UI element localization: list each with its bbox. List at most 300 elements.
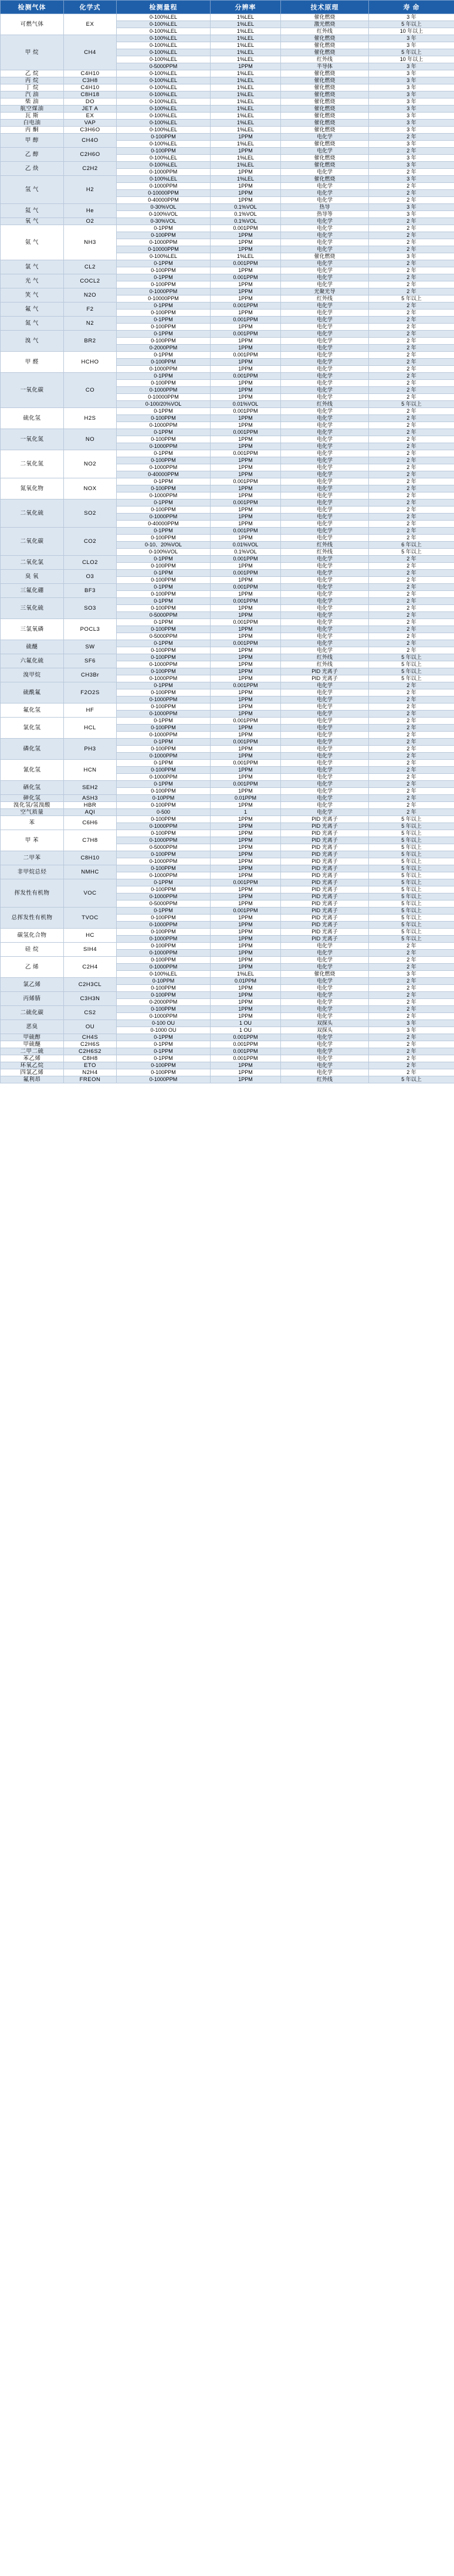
cell-formula: VOC bbox=[64, 879, 117, 908]
cell-formula: SO3 bbox=[64, 598, 117, 619]
cell-resolution: 1PPM bbox=[211, 922, 281, 929]
cell-resolution: 1PPM bbox=[211, 957, 281, 964]
cell-gas-name: 柴 油 bbox=[1, 98, 64, 106]
cell-range: 0-100PPM bbox=[117, 668, 211, 675]
cell-gas-name: 丙 酮 bbox=[1, 127, 64, 134]
cell-range: 0-1PPM bbox=[117, 429, 211, 436]
cell-formula: OU bbox=[64, 1020, 117, 1034]
cell-technology: 电化学 bbox=[281, 753, 369, 760]
cell-resolution: 0.001PPM bbox=[211, 556, 281, 563]
cell-resolution: 1%LEL bbox=[211, 91, 281, 98]
cell-lifetime: 3 年 bbox=[369, 106, 454, 113]
cell-resolution: 1PPM bbox=[211, 535, 281, 542]
cell-resolution: 1PPM bbox=[211, 647, 281, 654]
cell-range: 0-1PPM bbox=[117, 331, 211, 338]
cell-resolution: 1PPM bbox=[211, 872, 281, 879]
cell-range: 0-1000PPM bbox=[117, 675, 211, 682]
table-row bbox=[1, 570, 454, 577]
table-row bbox=[1, 1076, 454, 1083]
cell-lifetime: 2 年 bbox=[369, 591, 454, 598]
cell-formula: HCL bbox=[64, 718, 117, 739]
cell-technology: PID 光离子 bbox=[281, 675, 369, 682]
cell-technology: 催化燃烧 bbox=[281, 98, 369, 106]
cell-formula: SW bbox=[64, 640, 117, 654]
cell-range: 0-1PPM bbox=[117, 1055, 211, 1062]
table-row bbox=[1, 957, 454, 964]
table-row bbox=[1, 288, 454, 295]
cell-formula: PH3 bbox=[64, 739, 117, 760]
cell-resolution: 0.001PPM bbox=[211, 274, 281, 281]
cell-technology: 电化学 bbox=[281, 345, 369, 352]
cell-resolution: 1PPM bbox=[211, 1062, 281, 1069]
cell-technology: 半导体 bbox=[281, 63, 369, 70]
cell-formula: TVOC bbox=[64, 908, 117, 929]
cell-lifetime: 2 年 bbox=[369, 1034, 454, 1041]
cell-gas-name: 氯 气 bbox=[1, 260, 64, 274]
cell-lifetime: 5 年以上 bbox=[369, 844, 454, 851]
cell-resolution: 0.001PPM bbox=[211, 1034, 281, 1041]
table-row bbox=[1, 70, 454, 77]
cell-range: 0-100PPM bbox=[117, 767, 211, 774]
cell-technology: 电化学 bbox=[281, 612, 369, 619]
cell-resolution: 1PPM bbox=[211, 696, 281, 704]
table-row bbox=[1, 113, 454, 120]
cell-technology: 电化学 bbox=[281, 499, 369, 507]
cell-lifetime: 2 年 bbox=[369, 274, 454, 281]
cell-range: 0-1000PPM bbox=[117, 183, 211, 190]
cell-formula: O3 bbox=[64, 570, 117, 584]
cell-technology: 电化学 bbox=[281, 584, 369, 591]
cell-technology: 电化学 bbox=[281, 689, 369, 696]
table-row bbox=[1, 1048, 454, 1055]
cell-technology: 催化燃烧 bbox=[281, 77, 369, 84]
cell-lifetime: 2 年 bbox=[369, 260, 454, 267]
cell-gas-name: 四氯乙烯 bbox=[1, 1069, 64, 1076]
cell-resolution: 1PPM bbox=[211, 633, 281, 640]
cell-range: 0-10PPM bbox=[117, 978, 211, 985]
cell-formula: CLO2 bbox=[64, 556, 117, 570]
cell-lifetime: 5 年以上 bbox=[369, 837, 454, 844]
cell-range: 0-1PPM bbox=[117, 260, 211, 267]
cell-lifetime: 2 年 bbox=[369, 485, 454, 492]
table-row bbox=[1, 943, 454, 950]
cell-resolution: 1PPM bbox=[211, 985, 281, 992]
cell-resolution: 1%LEL bbox=[211, 35, 281, 42]
table-header-row bbox=[1, 1, 454, 14]
cell-range: 0-100PPM bbox=[117, 985, 211, 992]
cell-technology: 电化学 bbox=[281, 1048, 369, 1055]
cell-range: 0-10、20%VOL bbox=[117, 542, 211, 549]
cell-lifetime: 2 年 bbox=[369, 999, 454, 1006]
cell-formula: HF bbox=[64, 704, 117, 718]
cell-technology: 催化燃烧 bbox=[281, 106, 369, 113]
cell-gas-name: 氧 气 bbox=[1, 218, 64, 225]
cell-resolution: 1PPM bbox=[211, 704, 281, 711]
cell-lifetime: 10 年以上 bbox=[369, 28, 454, 35]
cell-resolution: 1PPM bbox=[211, 457, 281, 464]
cell-technology: 电化学 bbox=[281, 492, 369, 499]
cell-range: 0-40000PPM bbox=[117, 521, 211, 528]
cell-resolution: 1PPM bbox=[211, 1013, 281, 1020]
cell-lifetime: 2 年 bbox=[369, 246, 454, 253]
cell-range: 0-100%LEL bbox=[117, 155, 211, 162]
table-row bbox=[1, 408, 454, 415]
cell-resolution: 1PPM bbox=[211, 591, 281, 598]
cell-technology: 电化学 bbox=[281, 591, 369, 598]
cell-gas-name: 砷化氢 bbox=[1, 795, 64, 802]
cell-technology: PID 光离子 bbox=[281, 830, 369, 837]
cell-formula: DO bbox=[64, 98, 117, 106]
cell-gas-name: 乙 烷 bbox=[1, 70, 64, 77]
table-row bbox=[1, 331, 454, 338]
cell-technology: 电化学 bbox=[281, 957, 369, 964]
cell-range: 0-1PPM bbox=[117, 274, 211, 281]
cell-range: 0-100%LEL bbox=[117, 141, 211, 148]
cell-resolution: 0.1%VOL bbox=[211, 204, 281, 211]
cell-resolution: 1PPM bbox=[211, 359, 281, 366]
cell-range: 0-100PPM bbox=[117, 507, 211, 514]
cell-resolution: 0.001PPM bbox=[211, 640, 281, 647]
cell-gas-name: 空气质量 bbox=[1, 809, 64, 816]
cell-gas-name: 乙 烯 bbox=[1, 957, 64, 978]
cell-range: 0-100PPM bbox=[117, 830, 211, 837]
cell-resolution: 1PPM bbox=[211, 246, 281, 253]
cell-technology: 电化学 bbox=[281, 218, 369, 225]
cell-technology: 电化学 bbox=[281, 457, 369, 464]
cell-range: 0-100PPM bbox=[117, 802, 211, 809]
cell-formula: CS2 bbox=[64, 1006, 117, 1020]
cell-range: 0-1PPM bbox=[117, 879, 211, 886]
cell-resolution: 1PPM bbox=[211, 492, 281, 499]
cell-resolution: 1PPM bbox=[211, 1069, 281, 1076]
cell-resolution: 1%LEL bbox=[211, 98, 281, 106]
table-row bbox=[1, 84, 454, 91]
cell-range: 0-1PPM bbox=[117, 718, 211, 725]
cell-formula: C3H3N bbox=[64, 992, 117, 1006]
cell-technology: PID 光离子 bbox=[281, 929, 369, 936]
cell-lifetime: 2 年 bbox=[369, 528, 454, 535]
cell-lifetime: 2 年 bbox=[369, 225, 454, 232]
cell-resolution: 1PPM bbox=[211, 232, 281, 239]
cell-technology: 电化学 bbox=[281, 373, 369, 380]
cell-technology: 电化学 bbox=[281, 352, 369, 359]
cell-technology: 电化学 bbox=[281, 521, 369, 528]
cell-resolution: 1PPM bbox=[211, 992, 281, 999]
cell-resolution: 1PPM bbox=[211, 893, 281, 900]
cell-range: 0-1000PPM bbox=[117, 950, 211, 957]
cell-formula: EX bbox=[64, 14, 117, 35]
cell-lifetime: 2 年 bbox=[369, 197, 454, 204]
cell-technology: 电化学 bbox=[281, 281, 369, 288]
cell-resolution: 1PPM bbox=[211, 626, 281, 633]
cell-technology: 电化学 bbox=[281, 598, 369, 605]
cell-technology: 电化学 bbox=[281, 380, 369, 387]
cell-resolution: 0.001PPM bbox=[211, 682, 281, 689]
cell-technology: 电化学 bbox=[281, 640, 369, 647]
cell-range: 0-100PPM bbox=[117, 654, 211, 661]
cell-technology: PID 光离子 bbox=[281, 837, 369, 844]
table-row bbox=[1, 1069, 454, 1076]
cell-technology: 电化学 bbox=[281, 464, 369, 471]
cell-lifetime: 3 年 bbox=[369, 204, 454, 211]
cell-range: 0-100%LEL bbox=[117, 971, 211, 978]
cell-resolution: 1PPM bbox=[211, 563, 281, 570]
header-resolution: 分辨率 bbox=[211, 1, 281, 14]
cell-lifetime: 2 年 bbox=[369, 436, 454, 443]
cell-gas-name: 二甲二硫 bbox=[1, 1048, 64, 1055]
cell-range: 0-100PPM bbox=[117, 929, 211, 936]
cell-lifetime: 3 年 bbox=[369, 120, 454, 127]
cell-range: 0-1000PPM bbox=[117, 464, 211, 471]
cell-technology: 电化学 bbox=[281, 570, 369, 577]
cell-technology: 电化学 bbox=[281, 985, 369, 992]
cell-resolution: 1PPM bbox=[211, 464, 281, 471]
cell-technology: 电化学 bbox=[281, 408, 369, 415]
cell-lifetime: 2 年 bbox=[369, 1055, 454, 1062]
cell-range: 0-5000PPM bbox=[117, 900, 211, 908]
cell-technology: 催化燃烧 bbox=[281, 49, 369, 56]
cell-lifetime: 3 年 bbox=[369, 253, 454, 260]
cell-resolution: 0.001PPM bbox=[211, 584, 281, 591]
cell-gas-name: 氟 气 bbox=[1, 303, 64, 317]
cell-technology: PID 光离子 bbox=[281, 936, 369, 943]
table-row bbox=[1, 127, 454, 134]
cell-lifetime: 5 年以上 bbox=[369, 858, 454, 865]
cell-formula: C7H8 bbox=[64, 830, 117, 851]
cell-technology: PID 光离子 bbox=[281, 900, 369, 908]
cell-gas-name: 氯化氢 bbox=[1, 718, 64, 739]
cell-formula: CO2 bbox=[64, 528, 117, 556]
cell-formula: ETO bbox=[64, 1062, 117, 1069]
cell-technology: 催化燃烧 bbox=[281, 91, 369, 98]
cell-formula: COCL2 bbox=[64, 274, 117, 288]
cell-technology: 电化学 bbox=[281, 1055, 369, 1062]
table-row bbox=[1, 98, 454, 106]
cell-technology: PID 光离子 bbox=[281, 844, 369, 851]
cell-gas-name: 氢 气 bbox=[1, 176, 64, 204]
cell-lifetime: 5 年以上 bbox=[369, 668, 454, 675]
cell-range: 0-100PPM bbox=[117, 943, 211, 950]
cell-lifetime: 2 年 bbox=[369, 1041, 454, 1048]
cell-gas-name: 丙烯腈 bbox=[1, 992, 64, 1006]
cell-lifetime: 2 年 bbox=[369, 732, 454, 739]
cell-technology: 热导 bbox=[281, 204, 369, 211]
table-row bbox=[1, 809, 454, 816]
cell-lifetime: 2 年 bbox=[369, 443, 454, 450]
cell-formula: CH4S bbox=[64, 1034, 117, 1041]
cell-lifetime: 2 年 bbox=[369, 781, 454, 788]
cell-technology: 电化学 bbox=[281, 239, 369, 246]
table-row bbox=[1, 865, 454, 872]
cell-lifetime: 2 年 bbox=[369, 324, 454, 331]
cell-formula: N2O bbox=[64, 288, 117, 303]
cell-lifetime: 2 年 bbox=[369, 331, 454, 338]
cell-resolution: 1PPM bbox=[211, 345, 281, 352]
cell-resolution: 1PPM bbox=[211, 63, 281, 70]
cell-technology: 电化学 bbox=[281, 148, 369, 155]
cell-technology: 电化学 bbox=[281, 331, 369, 338]
cell-resolution: 1PPM bbox=[211, 816, 281, 823]
header-lifetime: 寿 命 bbox=[369, 1, 454, 14]
cell-range: 0-1000PPM bbox=[117, 239, 211, 246]
table-row bbox=[1, 739, 454, 746]
cell-lifetime: 5 年以上 bbox=[369, 21, 454, 28]
cell-resolution: 1PPM bbox=[211, 380, 281, 387]
cell-lifetime: 2 年 bbox=[369, 359, 454, 366]
cell-technology: PID 光离子 bbox=[281, 816, 369, 823]
cell-technology: 电化学 bbox=[281, 774, 369, 781]
cell-lifetime: 5 年以上 bbox=[369, 893, 454, 900]
cell-gas-name: 瓦 斯 bbox=[1, 113, 64, 120]
cell-range: 0-100PPM bbox=[117, 1006, 211, 1013]
cell-lifetime: 5 年以上 bbox=[369, 830, 454, 837]
cell-gas-name: 六氟化硫 bbox=[1, 654, 64, 668]
cell-lifetime: 2 年 bbox=[369, 148, 454, 155]
cell-formula: SO2 bbox=[64, 499, 117, 528]
cell-lifetime: 2 年 bbox=[369, 992, 454, 999]
cell-resolution: 0.001PPM bbox=[211, 760, 281, 767]
cell-range: 0-100%LEL bbox=[117, 120, 211, 127]
table-row bbox=[1, 584, 454, 591]
cell-formula: FREON bbox=[64, 1076, 117, 1083]
cell-formula: VAP bbox=[64, 120, 117, 127]
cell-technology: 电化学 bbox=[281, 964, 369, 971]
cell-range: 0-1000PPM bbox=[117, 837, 211, 844]
cell-gas-name: 二硫化碳 bbox=[1, 1006, 64, 1020]
cell-technology: 电化学 bbox=[281, 436, 369, 443]
cell-range: 0-100%LEL bbox=[117, 49, 211, 56]
cell-lifetime: 2 年 bbox=[369, 1013, 454, 1020]
cell-lifetime: 5 年以上 bbox=[369, 915, 454, 922]
cell-range: 0-1000PPM bbox=[117, 753, 211, 760]
cell-resolution: 1PPM bbox=[211, 190, 281, 197]
cell-resolution: 0.001PPM bbox=[211, 1041, 281, 1048]
cell-range: 0-1PPM bbox=[117, 1048, 211, 1055]
table-row bbox=[1, 1006, 454, 1013]
cell-resolution: 1PPM bbox=[211, 767, 281, 774]
cell-resolution: 1PPM bbox=[211, 471, 281, 478]
cell-lifetime: 2 年 bbox=[369, 507, 454, 514]
cell-range: 0-100%LEL bbox=[117, 84, 211, 91]
cell-resolution: 1PPM bbox=[211, 366, 281, 373]
cell-lifetime: 3 年 bbox=[369, 971, 454, 978]
cell-gas-name: 三氧化硫 bbox=[1, 598, 64, 619]
cell-resolution: 1 OU bbox=[211, 1027, 281, 1034]
cell-range: 0-1000PPM bbox=[117, 288, 211, 295]
cell-range: 0-1PPM bbox=[117, 682, 211, 689]
cell-lifetime: 5 年以上 bbox=[369, 865, 454, 872]
cell-technology: 电化学 bbox=[281, 999, 369, 1006]
table-row bbox=[1, 879, 454, 886]
cell-lifetime: 3 年 bbox=[369, 91, 454, 98]
cell-technology: PID 光离子 bbox=[281, 908, 369, 915]
cell-lifetime: 2 年 bbox=[369, 134, 454, 141]
cell-lifetime: 2 年 bbox=[369, 978, 454, 985]
cell-lifetime: 5 年以上 bbox=[369, 908, 454, 915]
cell-formula: HBR bbox=[64, 802, 117, 809]
cell-formula: F2O2S bbox=[64, 682, 117, 704]
cell-resolution: 1PPM bbox=[211, 281, 281, 288]
cell-resolution: 0.001PPM bbox=[211, 225, 281, 232]
table-row bbox=[1, 795, 454, 802]
cell-formula: ASH3 bbox=[64, 795, 117, 802]
cell-range: 0-1000PPM bbox=[117, 964, 211, 971]
cell-formula: F2 bbox=[64, 303, 117, 317]
cell-resolution: 1%LEL bbox=[211, 971, 281, 978]
cell-formula: N2H4 bbox=[64, 1069, 117, 1076]
cell-lifetime: 5 年以上 bbox=[369, 922, 454, 929]
cell-technology: 电化学 bbox=[281, 450, 369, 457]
cell-gas-name: 碳氢化合物 bbox=[1, 929, 64, 943]
cell-range: 0-100PPM bbox=[117, 704, 211, 711]
cell-resolution: 1%LEL bbox=[211, 42, 281, 49]
table-row bbox=[1, 816, 454, 823]
cell-technology: 电化学 bbox=[281, 682, 369, 689]
cell-gas-name: 丙 烷 bbox=[1, 77, 64, 84]
cell-technology: 电化学 bbox=[281, 711, 369, 718]
cell-resolution: 1PPM bbox=[211, 725, 281, 732]
cell-resolution: 1PPM bbox=[211, 830, 281, 837]
cell-gas-name: 一氧化氮 bbox=[1, 429, 64, 450]
cell-range: 0-10000PPM bbox=[117, 295, 211, 303]
cell-technology: 电化学 bbox=[281, 1062, 369, 1069]
cell-technology: 电化学 bbox=[281, 422, 369, 429]
cell-range: 0-1PPM bbox=[117, 598, 211, 605]
cell-lifetime: 2 年 bbox=[369, 619, 454, 626]
cell-resolution: 1PPM bbox=[211, 837, 281, 844]
cell-formula: C2H4 bbox=[64, 957, 117, 978]
cell-technology: PID 光离子 bbox=[281, 879, 369, 886]
cell-resolution: 0.001PPM bbox=[211, 528, 281, 535]
cell-range: 0-1PPM bbox=[117, 619, 211, 626]
table-row bbox=[1, 317, 454, 324]
cell-resolution: 1PPM bbox=[211, 436, 281, 443]
cell-lifetime: 2 年 bbox=[369, 696, 454, 704]
table-row bbox=[1, 218, 454, 225]
cell-resolution: 1PPM bbox=[211, 394, 281, 401]
cell-resolution: 1PPM bbox=[211, 844, 281, 851]
cell-lifetime: 2 年 bbox=[369, 514, 454, 521]
cell-lifetime: 2 年 bbox=[369, 556, 454, 563]
cell-resolution: 0.1%VOL bbox=[211, 549, 281, 556]
table-row bbox=[1, 992, 454, 999]
cell-resolution: 1%LEL bbox=[211, 14, 281, 21]
cell-lifetime: 2 年 bbox=[369, 689, 454, 696]
cell-technology: PID 光离子 bbox=[281, 858, 369, 865]
cell-lifetime: 3 年 bbox=[369, 35, 454, 42]
cell-formula: H2S bbox=[64, 408, 117, 429]
table-row bbox=[1, 781, 454, 788]
cell-gas-name: 硫酰氟 bbox=[1, 682, 64, 704]
cell-resolution: 0.001PPM bbox=[211, 908, 281, 915]
cell-technology: 红外线 bbox=[281, 56, 369, 63]
cell-range: 0-1PPM bbox=[117, 908, 211, 915]
cell-lifetime: 2 年 bbox=[369, 640, 454, 647]
cell-lifetime: 2 年 bbox=[369, 380, 454, 387]
cell-technology: 电化学 bbox=[281, 732, 369, 739]
cell-resolution: 0.01%VOL bbox=[211, 542, 281, 549]
cell-resolution: 1%LEL bbox=[211, 127, 281, 134]
cell-range: 0-100PPM bbox=[117, 436, 211, 443]
cell-lifetime: 2 年 bbox=[369, 218, 454, 225]
cell-range: 0-1PPM bbox=[117, 1041, 211, 1048]
cell-range: 0-1PPM bbox=[117, 408, 211, 415]
cell-gas-name: 乙 醇 bbox=[1, 148, 64, 162]
cell-technology: PID 光离子 bbox=[281, 851, 369, 858]
table-row bbox=[1, 499, 454, 507]
cell-lifetime: 5 年以上 bbox=[369, 816, 454, 823]
cell-resolution: 1PPM bbox=[211, 148, 281, 155]
